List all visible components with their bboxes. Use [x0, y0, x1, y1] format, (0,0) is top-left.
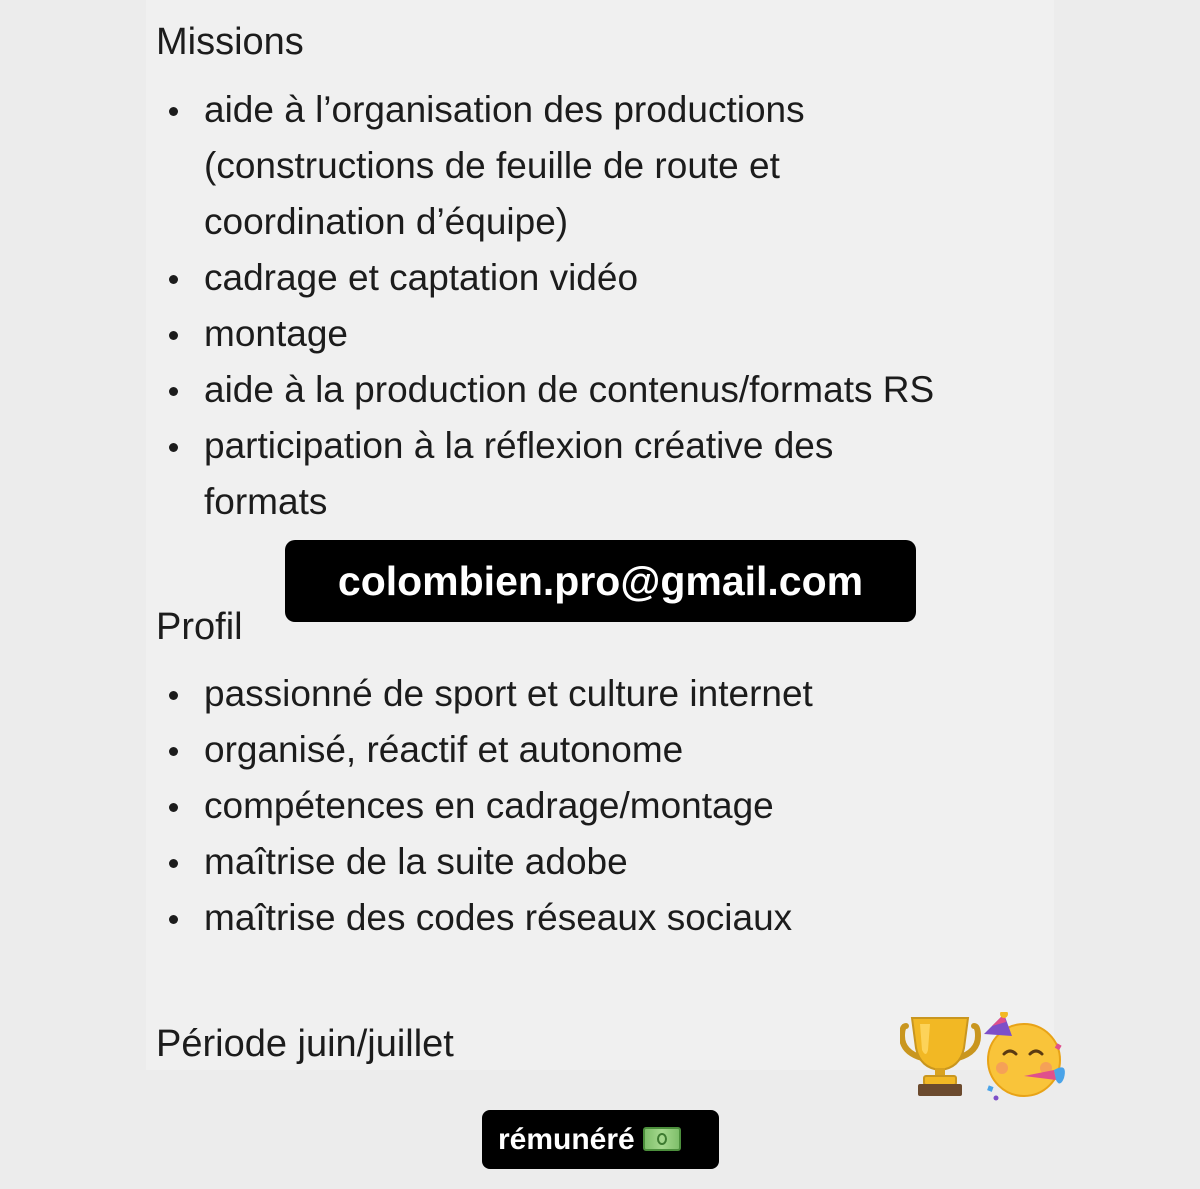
missions-heading: Missions	[156, 21, 304, 63]
list-item	[160, 306, 934, 362]
party-face-icon	[984, 1012, 1065, 1101]
missions-list	[160, 82, 934, 530]
profil-list	[160, 666, 813, 946]
pay-label: rémunéré	[498, 1123, 635, 1156]
mission-line: aide à la production de contenus/formats RS	[204, 369, 935, 410]
list-item	[160, 778, 813, 834]
profil-heading: Profil	[156, 606, 243, 648]
mission-line: (constructions de feuille de route et	[204, 145, 780, 186]
list-item	[160, 834, 813, 890]
list-item	[160, 722, 813, 778]
profil-line: organisé, réactif et autonome	[204, 729, 684, 770]
list-item	[160, 666, 813, 722]
mission-line: aide à l’organisation des productions	[204, 89, 805, 130]
mission-line: cadrage et captation vidéo	[204, 257, 639, 298]
email-address: colombien.pro@gmail.com	[337, 558, 864, 604]
mission-line: montage	[204, 313, 348, 354]
list-item	[160, 250, 934, 306]
emoji-group	[900, 1012, 1070, 1102]
pay-sticker[interactable]	[482, 1110, 719, 1169]
list-item	[160, 82, 934, 250]
profil-line: maîtrise des codes réseaux sociaux	[204, 897, 793, 938]
mission-line: participation à la réflexion créative des	[204, 425, 834, 466]
mission-line: formats	[204, 481, 328, 522]
list-item	[160, 418, 934, 530]
periode-text: Période juin/juillet	[156, 1023, 454, 1065]
profil-line: maîtrise de la suite adobe	[204, 841, 628, 882]
profil-line: compétences en cadrage/montage	[204, 785, 774, 826]
list-item	[160, 890, 813, 946]
email-sticker[interactable]	[285, 540, 916, 622]
list-item	[160, 362, 934, 418]
profil-line: passionné de sport et culture internet	[204, 673, 813, 714]
money-icon	[643, 1127, 681, 1151]
trophy-icon	[902, 1018, 978, 1096]
emoji-svg	[900, 1012, 1070, 1102]
mission-line: coordination d’équipe)	[204, 201, 569, 242]
